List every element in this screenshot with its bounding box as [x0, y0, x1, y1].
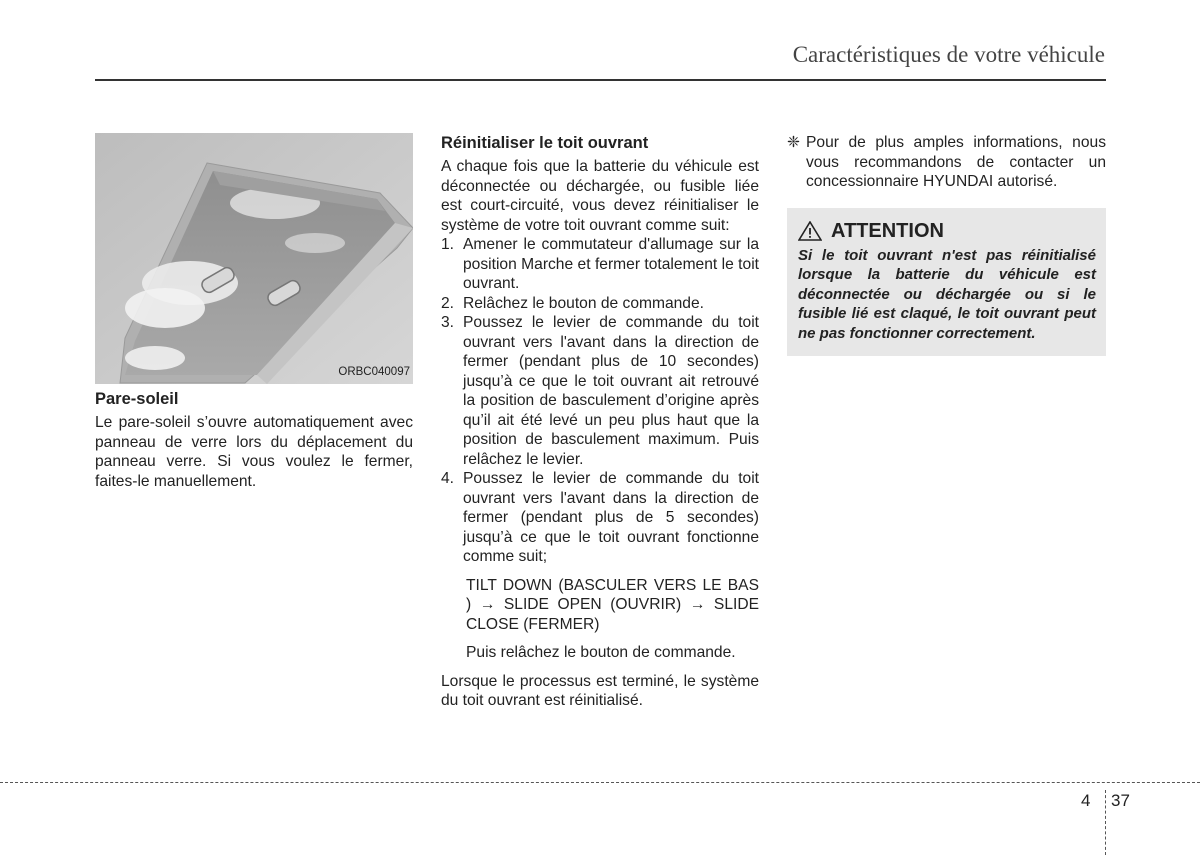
list-item	[441, 235, 759, 294]
step-text: Poussez le levier de commande du toit ouvrant vers l'avant dans la direction de fermer (pendant plus de 10 secondes) jusqu’à ce que le toit ouvrant ait retrouvé la position de basculement d’origine après qu’il ait été levé un peu plus haut que la position de basculement maximum. Puis relâchez le levier.	[463, 314, 759, 468]
note-text: Pour de plus amples informations, nous vous recommandons de contacter un concessionnaire HYUNDAI autorisé.	[806, 134, 1106, 190]
attention-text: Si le toit ouvrant n'est pas réinitialisé lorsque la batterie du véhicule est déconnectée ou déchargée ou si le fusible lié est claqué, le toit ouvrant peut ne pas fonctionner correctement.	[798, 246, 1096, 342]
operation-sequence: TILT DOWN (BASCULER VERS LE BAS ) → SLIDE OPEN (OUVRIR) → SLIDE CLOSE (FERMER)	[466, 576, 759, 633]
list-item	[441, 469, 759, 567]
attention-box	[787, 208, 1106, 357]
list-item	[441, 313, 759, 469]
step-text: Amener le commutateur d'allumage sur la position Marche et fermer totalement le toit ouvrant.	[463, 236, 759, 292]
step-number: 1.	[441, 236, 455, 253]
reset-intro: A chaque fois que la batterie du véhicule est déconnectée ou déchargée, ou fusible liée est court-circuité, vous devez réinitialiser le système de votre toit ouvrant comme suit:	[441, 158, 759, 234]
chapter-number: 4	[1081, 791, 1091, 810]
reset-closing: Lorsque le processus est terminé, le système du toit ouvrant est réinitialisé.	[441, 672, 759, 709]
step-text: Poussez le levier de commande du toit ouvrant vers l'avant dans la direction de fermer (pendant plus de 5 secondes) jusqu’à ce que le toit ouvrant fonctionne comme suit;	[463, 470, 759, 565]
release-instruction: Puis relâchez le bouton de commande.	[466, 644, 736, 661]
attention-header	[798, 220, 1096, 242]
step-4-details	[441, 576, 759, 663]
attention-title: ATTENTION	[831, 219, 944, 242]
step-number: 3.	[441, 314, 455, 331]
column-sunshade	[95, 133, 413, 491]
sunroof-illustration	[95, 133, 413, 384]
step-number: 4.	[441, 470, 455, 487]
reset-steps-list	[441, 235, 759, 567]
note-mark: ❈	[787, 134, 801, 151]
header-divider	[95, 79, 1106, 81]
column-notes	[787, 133, 1106, 356]
sunroof-drawing	[95, 133, 413, 384]
page-number-divider	[1105, 790, 1106, 855]
section-title-reset: Réinitialiser le toit ouvrant	[441, 134, 649, 152]
step-text: Relâchez le bouton de commande.	[463, 294, 704, 312]
warning-triangle-icon	[798, 221, 822, 241]
step-number: 2.	[441, 294, 455, 312]
column-reset-sunroof	[441, 133, 759, 711]
list-item	[441, 294, 759, 314]
page-header-title: Caractéristiques de votre véhicule	[792, 42, 1105, 67]
figure-code: ORBC040097	[338, 365, 410, 378]
sunshade-body: Le pare-soleil s’ouvre automatiquement avec panneau de verre lors du déplacement du panneau verre. Si vous voulez le fermer, faites-le manuellement.	[95, 414, 413, 490]
section-title-sunshade: Pare-soleil	[95, 390, 179, 408]
page-number: 37	[1111, 791, 1130, 810]
footer-divider	[0, 782, 1200, 783]
dealer-note	[787, 133, 1106, 192]
